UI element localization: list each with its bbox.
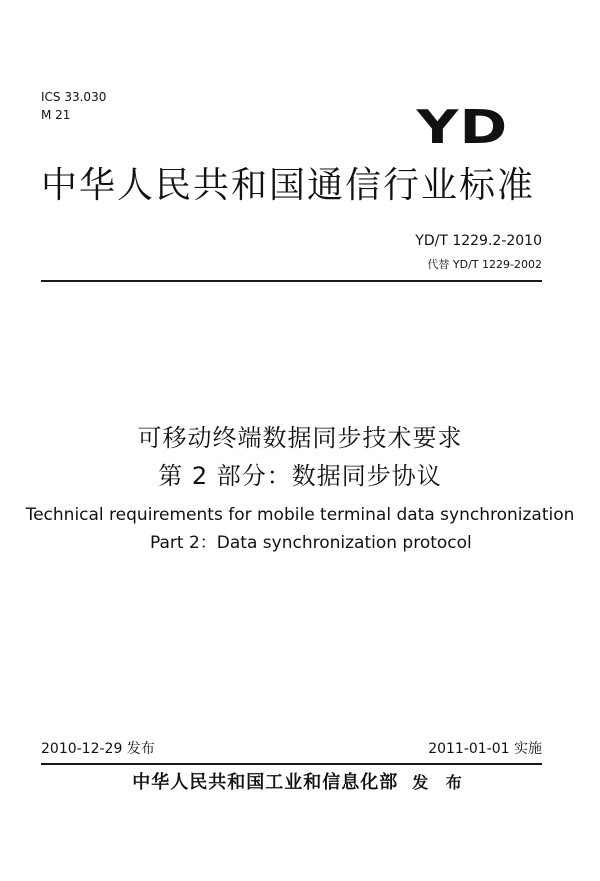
bottom-divider bbox=[41, 763, 542, 765]
yd-logo: YD bbox=[416, 100, 508, 154]
implementation-date: 2011-01-01 实施 bbox=[428, 741, 542, 757]
title-cn-line-2: 第 2 部分：数据同步协议 bbox=[158, 462, 442, 490]
top-divider bbox=[41, 280, 542, 282]
ics-code: ICS 33.030 bbox=[41, 90, 107, 104]
replaces-note: 代替 YD/T 1229-2002 bbox=[427, 258, 542, 271]
issue-date: 2010-12-29 发布 bbox=[41, 741, 155, 757]
standard-number: YD/T 1229.2-2010 bbox=[415, 233, 542, 249]
issuer-line bbox=[0, 772, 600, 794]
title-cn-line-1: 可移动终端数据同步技术要求 bbox=[137, 424, 463, 452]
standard-type-heading: 中华人民共和国通信行业标准 bbox=[41, 165, 536, 206]
category-code: M 21 bbox=[41, 108, 71, 122]
title-en-line-1: Technical requirements for mobile terminal data synchronization bbox=[25, 505, 575, 525]
issuer-suffix: 发 布 bbox=[412, 773, 468, 792]
title-en-line-2: Part 2：Data synchronization protocol bbox=[150, 533, 472, 553]
issuer-name: 中华人民共和国工业和信息化部 bbox=[132, 772, 399, 793]
